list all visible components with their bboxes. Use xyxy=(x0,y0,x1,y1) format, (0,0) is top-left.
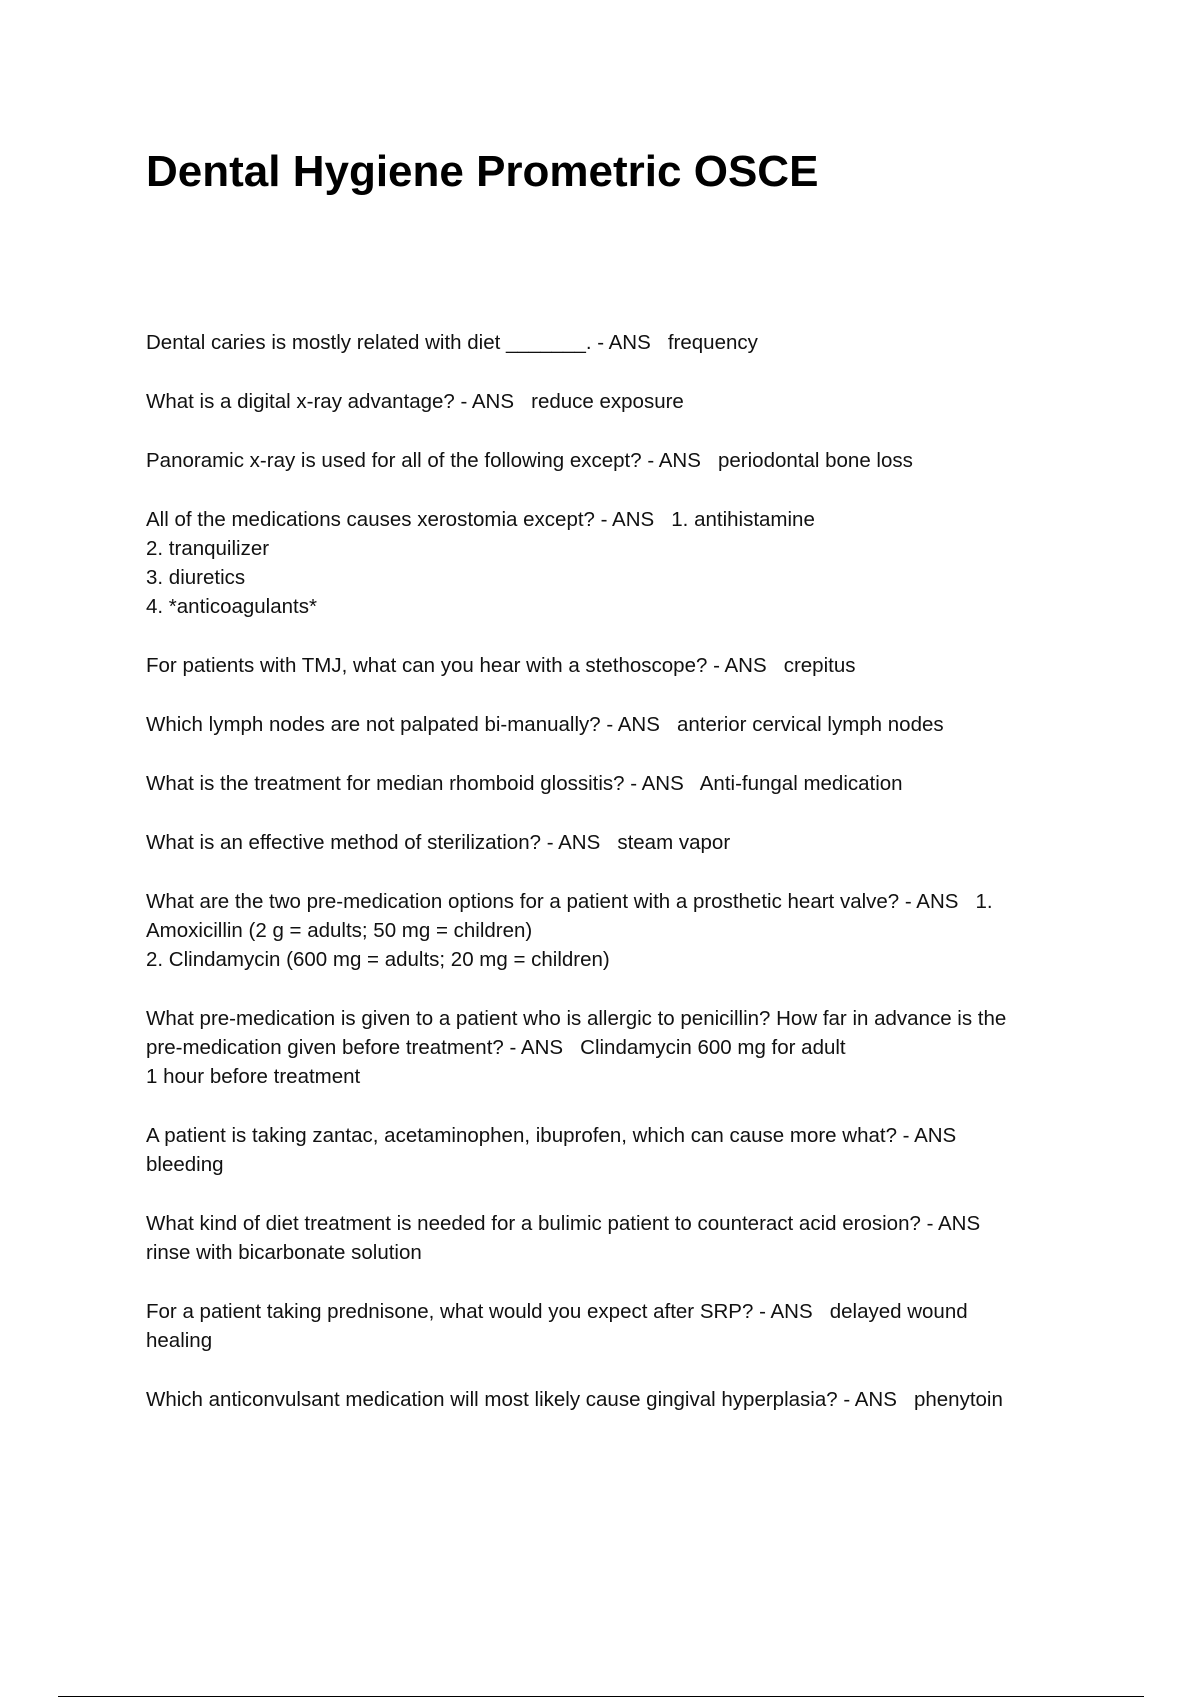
qa-line: A patient is taking zantac, acetaminophen, ibuprofen, which can cause more what? - ANS xyxy=(146,1124,957,1147)
qa-line: 2. Clindamycin (600 mg = adults; 20 mg = children) xyxy=(146,948,610,971)
qa-line: Which anticonvulsant medication will most likely cause gingival hyperplasia? - ANS phenytoin xyxy=(146,1388,1003,1411)
qa-line: 4. *anticoagulants* xyxy=(146,595,317,618)
qa-line: Amoxicillin (2 g = adults; 50 mg = children) xyxy=(146,919,533,942)
qa-item xyxy=(146,769,1086,798)
qa-line: rinse with bicarbonate solution xyxy=(146,1241,422,1264)
qa-line: 1 hour before treatment xyxy=(146,1065,361,1088)
qa-item xyxy=(146,328,1086,357)
qa-item xyxy=(146,505,1086,621)
qa-line: What is an effective method of sterilization? - ANS steam vapor xyxy=(146,831,731,854)
document-title: Dental Hygiene Prometric OSCE xyxy=(146,147,819,196)
qa-item xyxy=(146,446,1086,475)
qa-item xyxy=(146,1209,1086,1267)
qa-line: What are the two pre-medication options for a patient with a prosthetic heart valve? - ANS 1. xyxy=(146,890,993,913)
qa-line: What is the treatment for median rhomboid glossitis? - ANS Anti-fungal medication xyxy=(146,772,903,795)
qa-line: All of the medications causes xerostomia except? - ANS 1. antihistamine xyxy=(146,508,815,531)
qa-line: healing xyxy=(146,1329,213,1352)
qa-line: pre-medication given before treatment? - ANS Clindamycin 600 mg for adult xyxy=(146,1036,846,1059)
qa-line: Panoramic x-ray is used for all of the following except? - ANS periodontal bone loss xyxy=(146,449,913,472)
qa-line: Dental caries is mostly related with diet _______. - ANS frequency xyxy=(146,331,758,354)
qa-item xyxy=(146,1004,1086,1091)
qa-line: What kind of diet treatment is needed for a bulimic patient to counteract acid erosion? - ANS xyxy=(146,1212,981,1235)
qa-item xyxy=(146,710,1086,739)
qa-line: What is a digital x-ray advantage? - ANS reduce exposure xyxy=(146,390,684,413)
qa-line: For a patient taking prednisone, what would you expect after SRP? - ANS delayed wound xyxy=(146,1300,968,1323)
qa-line: bleeding xyxy=(146,1153,224,1176)
qa-list xyxy=(146,328,1086,1444)
qa-line: For patients with TMJ, what can you hear with a stethoscope? - ANS crepitus xyxy=(146,654,856,677)
footer-divider xyxy=(58,1696,1144,1697)
qa-line: What pre-medication is given to a patient who is allergic to penicillin? How far in advance is the xyxy=(146,1007,1007,1030)
qa-item xyxy=(146,387,1086,416)
qa-item xyxy=(146,887,1086,974)
qa-line: 3. diuretics xyxy=(146,566,246,589)
qa-item xyxy=(146,828,1086,857)
qa-item xyxy=(146,1297,1086,1355)
qa-item xyxy=(146,1121,1086,1179)
qa-line: 2. tranquilizer xyxy=(146,537,270,560)
qa-item xyxy=(146,1385,1086,1414)
qa-item xyxy=(146,651,1086,680)
qa-line: Which lymph nodes are not palpated bi-manually? - ANS anterior cervical lymph nodes xyxy=(146,713,944,736)
